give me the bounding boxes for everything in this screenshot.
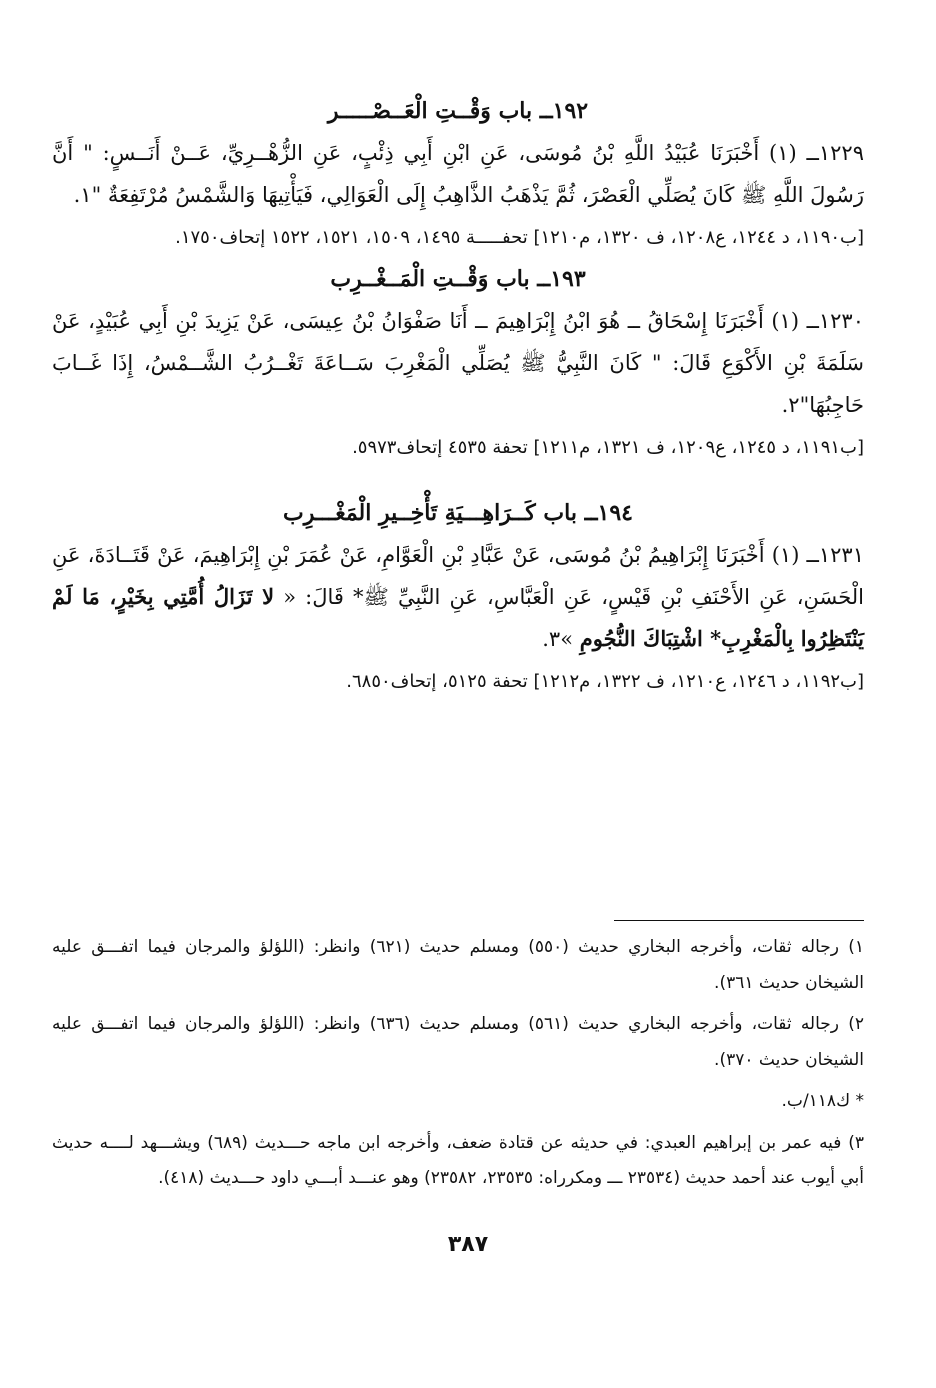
- footnote-2: ٢) رجاله ثقات، وأخرجه البخاري حديث (٥٦١) ومسلم حديث (٦٣٦) وانظر: (اللؤلؤ والمرجان فيما اتفـــق عليه الشيخان حديث ٣٧٠).: [52, 1014, 864, 1070]
- footnotes: [52, 930, 864, 1203]
- hadith-reference-1230: [ب١١٩١، د ١٢٤٥، ع١٢٠٩، ف ١٣٢١، م١٢١١] تحفة ٤٥٣٥ إتحاف٥٩٧٣.: [352, 437, 864, 458]
- hadith-reference-1231: [ب١١٩٢، د ١٢٤٦، ع١٢١٠، ف ١٣٢٢، م١٢١٢] تحفة ٥١٢٥، إتحاف٦٨٥٠.: [346, 671, 864, 692]
- chapter-heading-192: ١٩٢ــ باب وَقْــتِ الْعَــصْـــــر: [327, 98, 589, 124]
- footnote-separator: [614, 920, 864, 921]
- hadith-1230: ١٢٣٠ــ (١) أَخْبَرَنَا إِسْحَاقُ ــ هُوَ ابْنُ إِبْرَاهِيمَ ــ أَنَا صَفْوَانُ بْنُ عِيسَى، عَنْ يَزِيدَ بْنِ أَبِي عُبَيْدٍ، عَنْ سَلَمَةَ بْنِ الأَكْوَعِ قَالَ: " كَانَ النَّبِيُّ ﷺ يُصَلِّي الْمَغْرِبَ سَــاعَةَ تَغْــرُبُ الشَّــمْسُ، إِذَا غَــابَ حَاجِبُهَا"٢.: [52, 309, 864, 417]
- hadith-reference-1229: [ب١١٩٠، د ١٢٤٤، ع١٢٠٨، ف ١٣٢٠، م١٢١٠] تحفـــــة ١٤٩٥، ١٥٠٩، ١٥٢١، ١٥٢٢ إتحاف١٧٥٠.: [175, 227, 864, 248]
- footnote-3: ٣) فيه عمر بن إبراهيم العبدي: في حديثه عن قتادة ضعف، وأخرجه ابن ماجه حـــديث (٦٨٩) ويشـــهد لــــه حديث أبي أيوب عند أحمد حديث (٢٣٥٣٤ ـــ ومكرراه: ٢٣٥٣٥، ٢٣٥٨٢) وهو عنـــد أبـــي داود حـــديث (٤١٨).: [52, 1132, 864, 1188]
- page-number: ٣٨٧: [447, 1232, 489, 1257]
- footnote-manuscript-note: * ك١١٨/ب.: [781, 1091, 864, 1111]
- hadith-1229: ١٢٢٩ــ (١) أَخْبَرَنَا عُبَيْدُ اللَّهِ بْنُ مُوسَى، عَنِ ابْنِ أَبِي ذِئْبٍ، عَنِ الزُّهْــرِيِّ، عَــنْ أَنَــسٍ: " أَنَّ رَسُولَ اللَّهِ ﷺ كَانَ يُصَلِّي الْعَصْرَ، ثُمَّ يَذْهَبُ الذَّاهِبُ إِلَى الْعَوَالِي، فَيَأْتِيهَا وَالشَّمْسُ مُرْتَفِعَةٌ "١.: [52, 141, 864, 207]
- hadith-1231-text: ١٢٣١ــ (١) أَخْبَرَنَا إِبْرَاهِيمُ بْنُ مُوسَى، عَنْ عَبَّادِ بْنِ الْعَوَّامِ، عَنْ عُمَرَ بْنِ إِبْرَاهِيمَ، عَنْ قَتَــادَةَ، عَنِ الْحَسَنِ، عَنِ الأَحْنَفِ بْنِ قَيْسٍ، عَنِ الْعَبَّاسِ، عَنِ النَّبِيِّ ﷺ* قَالَ: «: [52, 543, 864, 609]
- hadith-1231-matn-bold: لا تَزَالُ أُمَّتِي بِخَيْرٍ، مَا لَمْ يَنْتَظِرُوا بِالْمَغْرِبِ* اشْتِبَاكَ النُّجُومِ: [52, 584, 864, 651]
- chapter-heading-194: ١٩٤ــ باب كَــرَاهِـــيَةِ تَأْخِــيرِ الْمَغْـــرِب: [283, 500, 633, 526]
- chapter-heading-193: ١٩٣ــ باب وَقْــتِ الْمَــغْــرِب: [330, 266, 586, 292]
- hadith-1231: [52, 534, 864, 660]
- hadith-1231-end: »٣.: [542, 627, 580, 651]
- footnote-1: ١) رجاله ثقات، وأخرجه البخاري حديث (٥٥٠) ومسلم حديث (٦٢١) وانظر: (اللؤلؤ والمرجان فيما اتفـــق عليه الشيخان حديث ٣٦١).: [52, 937, 864, 993]
